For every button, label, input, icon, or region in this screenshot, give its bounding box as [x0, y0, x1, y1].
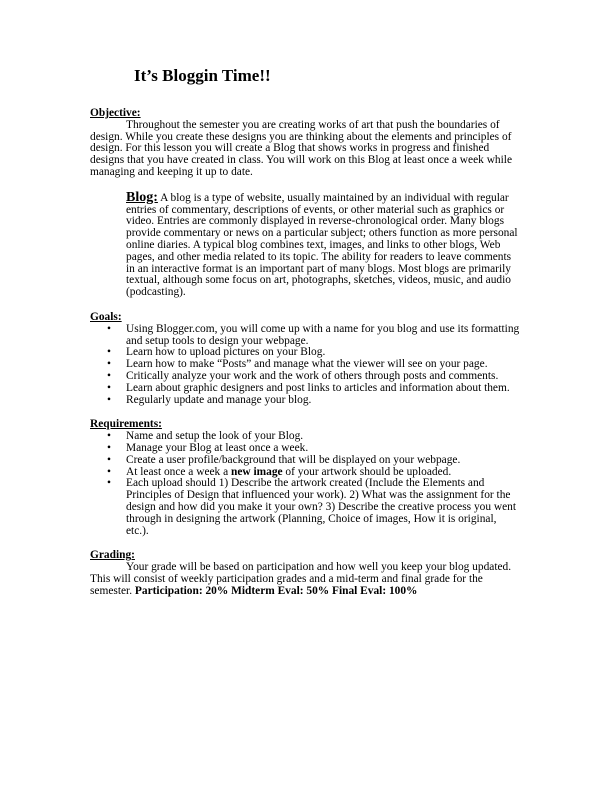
- bullet-icon: •: [107, 381, 111, 394]
- blog-definition-paragraph: [126, 189, 522, 299]
- goal-text: Critically analyze your work and the work of others through posts and comments.: [126, 369, 499, 382]
- grading-section: [90, 550, 522, 597]
- objective-text: Throughout the semester you are creating works of art that push the boundaries of design. While you create these designs you are thinking about the elements and principles of design. For this lesson you will create a Blog that shows works in progress and finished designs that you have created in class. You will work on this Blog at least once a week while managing and keeping it up to date.: [90, 118, 512, 178]
- bullet-icon: •: [107, 393, 111, 406]
- objective-heading: Objective:: [90, 107, 141, 119]
- new-image-emphasis: new image: [231, 465, 283, 478]
- requirements-heading: Requirements:: [90, 418, 162, 431]
- bullet-icon: •: [107, 369, 111, 382]
- grading-heading: Grading:: [90, 549, 135, 562]
- goals-section: [90, 312, 522, 406]
- goal-text: Learn how to upload pictures on your Blog.: [126, 346, 326, 359]
- requirement-text: Create a user profile/background that will be displayed on your webpage.: [126, 453, 461, 466]
- goal-text: Learn how to make “Posts” and manage what the viewer will see on your page.: [126, 358, 488, 371]
- document-body: [90, 108, 522, 597]
- grading-paragraph: [90, 562, 522, 597]
- requirement-text: Each upload should 1) Describe the artwork created (Include the Elements and Principles of Design that influenced your work). 2) What was the assignment for the design and how did you make it your own? 3) Describe the creative process you went through in designing the artwork (Planning, Choice of images, How it is original, etc.).: [126, 477, 517, 537]
- bullet-icon: •: [107, 441, 111, 454]
- blog-definition: [126, 189, 522, 299]
- page-title: It’s Bloggin Time!!: [134, 66, 271, 85]
- grade-breakdown: Participation: 20% Midterm Eval: 50% Final Eval: 100%: [134, 584, 418, 597]
- requirement-text: Name and setup the look of your Blog.: [126, 430, 304, 443]
- requirement-text: At least once a week a: [126, 465, 231, 478]
- objective-section: [90, 108, 522, 179]
- grading-text: Your grade will be based on participation and how well you keep your blog updated. This will consist of weekly participation grades and a mid-term and final grade for the semester.: [90, 561, 512, 597]
- requirement-text: Manage your Blog at least once a week.: [126, 441, 309, 454]
- bullet-icon: •: [107, 322, 111, 335]
- bullet-icon: •: [107, 453, 111, 466]
- bullet-icon: •: [107, 465, 111, 478]
- requirement-text: of your artwork should be uploaded.: [282, 465, 452, 478]
- goals-list: [90, 324, 522, 407]
- list-item: [107, 477, 522, 537]
- goal-text: Using Blogger.com, you will come up with a name for you blog and use its formatting and setup tools to design your webpage.: [126, 322, 520, 347]
- bullet-icon: •: [107, 430, 111, 443]
- bullet-icon: •: [107, 477, 111, 490]
- goal-text: Learn about graphic designers and post links to articles and information about them.: [126, 381, 510, 394]
- blog-definition-text: A blog is a type of website, usually maintained by an individual with regular entries of commentary, descriptions of events, or other material such as graphics or video. Entries are commonly displayed in reverse-chronological order. Many blogs provide commentary or news on a particular subject; others function as more personal online diaries. A typical blog combines text, images, and links to other blogs, Web pages, and other media related to its topic. The ability for readers to leave comments in an interactive format is an important part of many blogs. Most blogs are primarily textual, although some focus on art, photographs, sketches, videos, music, and audio (podcasting).: [126, 191, 518, 299]
- bullet-icon: •: [107, 358, 111, 371]
- list-item: [107, 322, 522, 348]
- requirements-section: [90, 419, 522, 537]
- goal-text: Regularly update and manage your blog.: [126, 393, 312, 406]
- bullet-icon: •: [107, 346, 111, 359]
- blog-term: Blog:: [126, 189, 158, 205]
- requirements-list: [90, 431, 522, 537]
- goals-heading: Goals:: [90, 310, 122, 323]
- list-item: [107, 393, 522, 407]
